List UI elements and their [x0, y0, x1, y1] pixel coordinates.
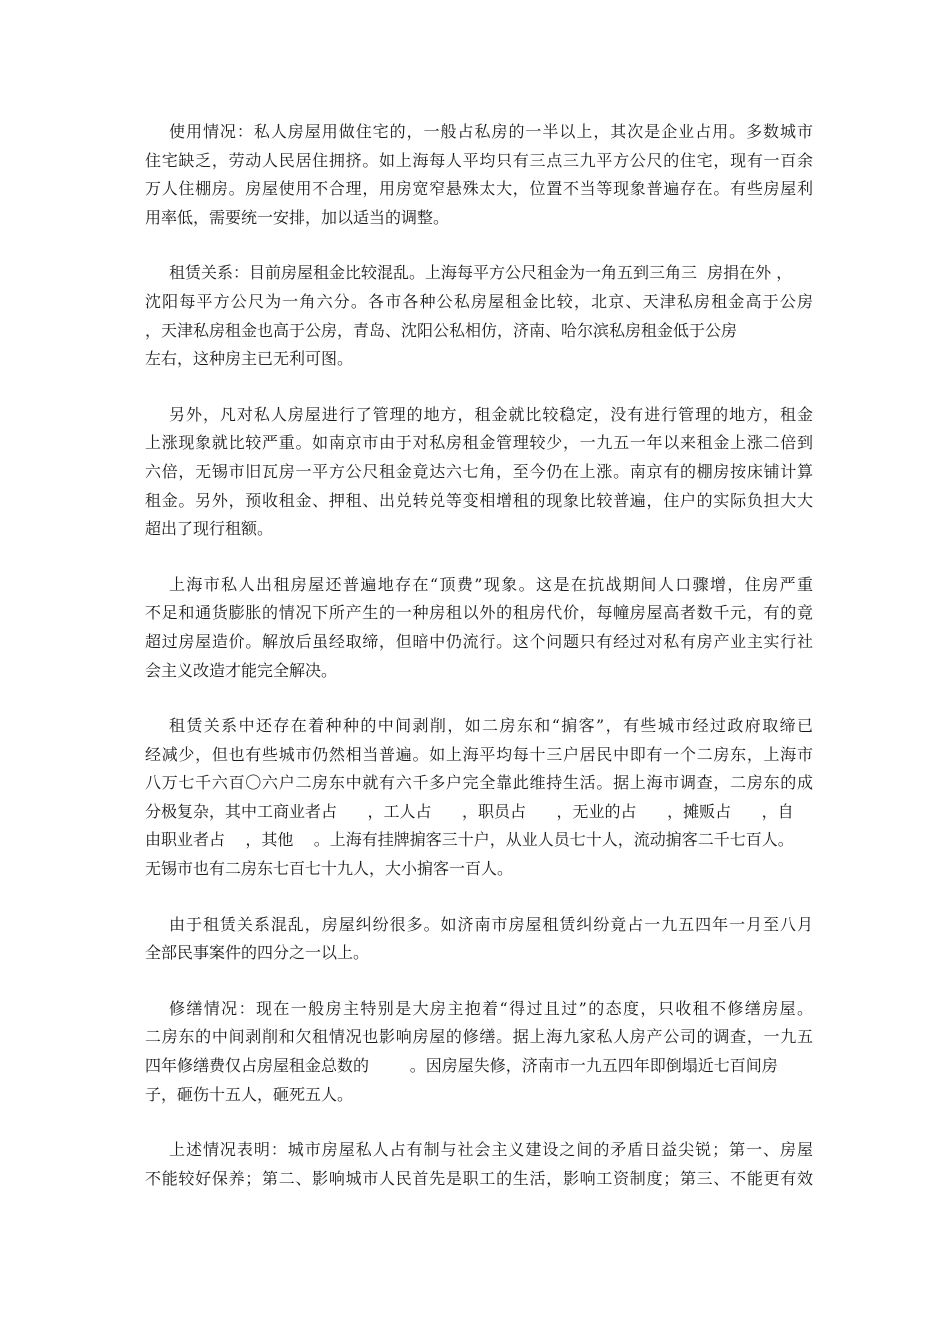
document-body [145, 118, 813, 1220]
text-line: 超出了现行租额。 [145, 519, 274, 539]
text-line: 八万七千六百〇六户二房东中就有六千多户完全靠此维持生活。据上海市调查，二房东的成 [145, 773, 813, 793]
text-line: 全部民事案件的四分之一以上。 [145, 943, 370, 963]
paragraph-repairs [145, 995, 813, 1109]
text-line: 会主义改造才能完全解决。 [145, 660, 338, 680]
text-line: 超过房屋造价。解放后虽经取缔，但暗中仍流行。这个问题只有经过对私有房产业主实行社 [145, 631, 813, 651]
text-line: 上涨现象就比较严重。如南京市由于对私房租金管理较少，一九五一年以来租金上涨二倍到 [145, 433, 813, 453]
text-line: 上述情况表明：城市房屋私人占有制与社会主义建设之间的矛盾日益尖锐；第一、房屋 [169, 1140, 813, 1160]
text-line: ，天津私房租金也高于公房，青岛、沈阳公私相仿，济南、哈尔滨私房租金低于公房 [145, 320, 738, 340]
text-line: 四年修缮费仅占房屋租金总数的 。因房屋失修，济南市一九五四年即倒塌近七百间房 [145, 1056, 778, 1076]
text-line: 分极复杂，其中工商业者占 ，工人占 ，职员占 ，无业的占 ，摊贩占 ，自 [145, 801, 794, 821]
paragraph-disputes [145, 911, 813, 968]
text-line: 住宅缺乏，劳动人民居住拥挤。如上海每人平均只有三点三九平方公尺的住宅，现有一百余 [145, 150, 813, 170]
paragraph-rent-management [145, 401, 813, 544]
paragraph-key-money [145, 571, 813, 685]
text-line: 沈阳每平方公尺为一角六分。各市各种公私房屋租金比较，北京、天津私房租金高于公房 [145, 291, 813, 311]
text-line: 租赁关系：目前房屋租金比较混乱。上海每平方公尺租金为一角五到三角三 房捐在外 ， [169, 263, 793, 283]
text-line: 用率低，需要统一安排，加以适当的调整。 [145, 207, 450, 227]
text-line: 二房东的中间剥削和欠租情况也影响房屋的修缮。据上海九家私人房产公司的调查，一九五 [145, 1027, 813, 1047]
text-line: 租金。另外，预收租金、押租、出兑转兑等变相增租的现象比较普遍，住户的实际负担大大 [145, 490, 813, 510]
text-line: 万人住棚房。房屋使用不合理，用房宽窄悬殊太大，位置不当等现象普遍存在。有些房屋利 [145, 179, 813, 199]
paragraph-usage [145, 118, 813, 232]
text-line: 上海市私人出租房屋还普遍地存在“顶费”现象。这是在抗战期间人口骤增，住房严重 [169, 574, 813, 594]
text-line: 左右，这种房主已无利可图。 [145, 349, 354, 369]
text-line: 六倍，无锡市旧瓦房一平方公尺租金竟达六七角，至今仍在上涨。南京有的棚房按床铺计算 [145, 461, 813, 481]
text-line: 租赁关系中还存在着种种的中间剥削，如二房东和“掮客”，有些城市经过政府取缔已 [169, 716, 813, 736]
paragraph-intermediaries [145, 712, 813, 884]
text-line: 子，砸伤十五人，砸死五人。 [145, 1084, 354, 1104]
text-line: 经减少，但也有些城市仍然相当普遍。如上海平均每十三户居民中即有一个二房东，上海市 [145, 744, 813, 764]
text-line: 修缮情况：现在一般房主特别是大房主抱着“得过且过”的态度，只收租不修缮房屋。 [169, 998, 813, 1018]
text-line: 由职业者占 ，其他 。上海有挂牌掮客三十户，从业人员七十人，流动掮客二千七百人。 [145, 830, 794, 850]
text-line: 另外，凡对私人房屋进行了管理的地方，租金就比较稳定，没有进行管理的地方，租金 [169, 404, 813, 424]
paragraph-lease-relations [145, 259, 813, 373]
text-line: 无锡市也有二房东七百七十九人，大小掮客一百人。 [145, 859, 514, 879]
text-line: 使用情况：私人房屋用做住宅的，一般占私房的一半以上，其次是企业占用。多数城市 [169, 122, 813, 141]
text-line: 不能较好保养；第二、影响城市人民首先是职工的生活，影响工资制度；第三、不能更有效 [145, 1168, 813, 1188]
paragraph-conclusion [145, 1136, 813, 1193]
text-line: 由于租赁关系混乱，房屋纠纷很多。如济南市房屋租赁纠纷竟占一九五四年一月至八月 [169, 914, 813, 934]
text-line: 不足和通货膨胀的情况下所产生的一种房租以外的租房代价，每幢房屋高者数千元，有的竟 [145, 603, 813, 623]
